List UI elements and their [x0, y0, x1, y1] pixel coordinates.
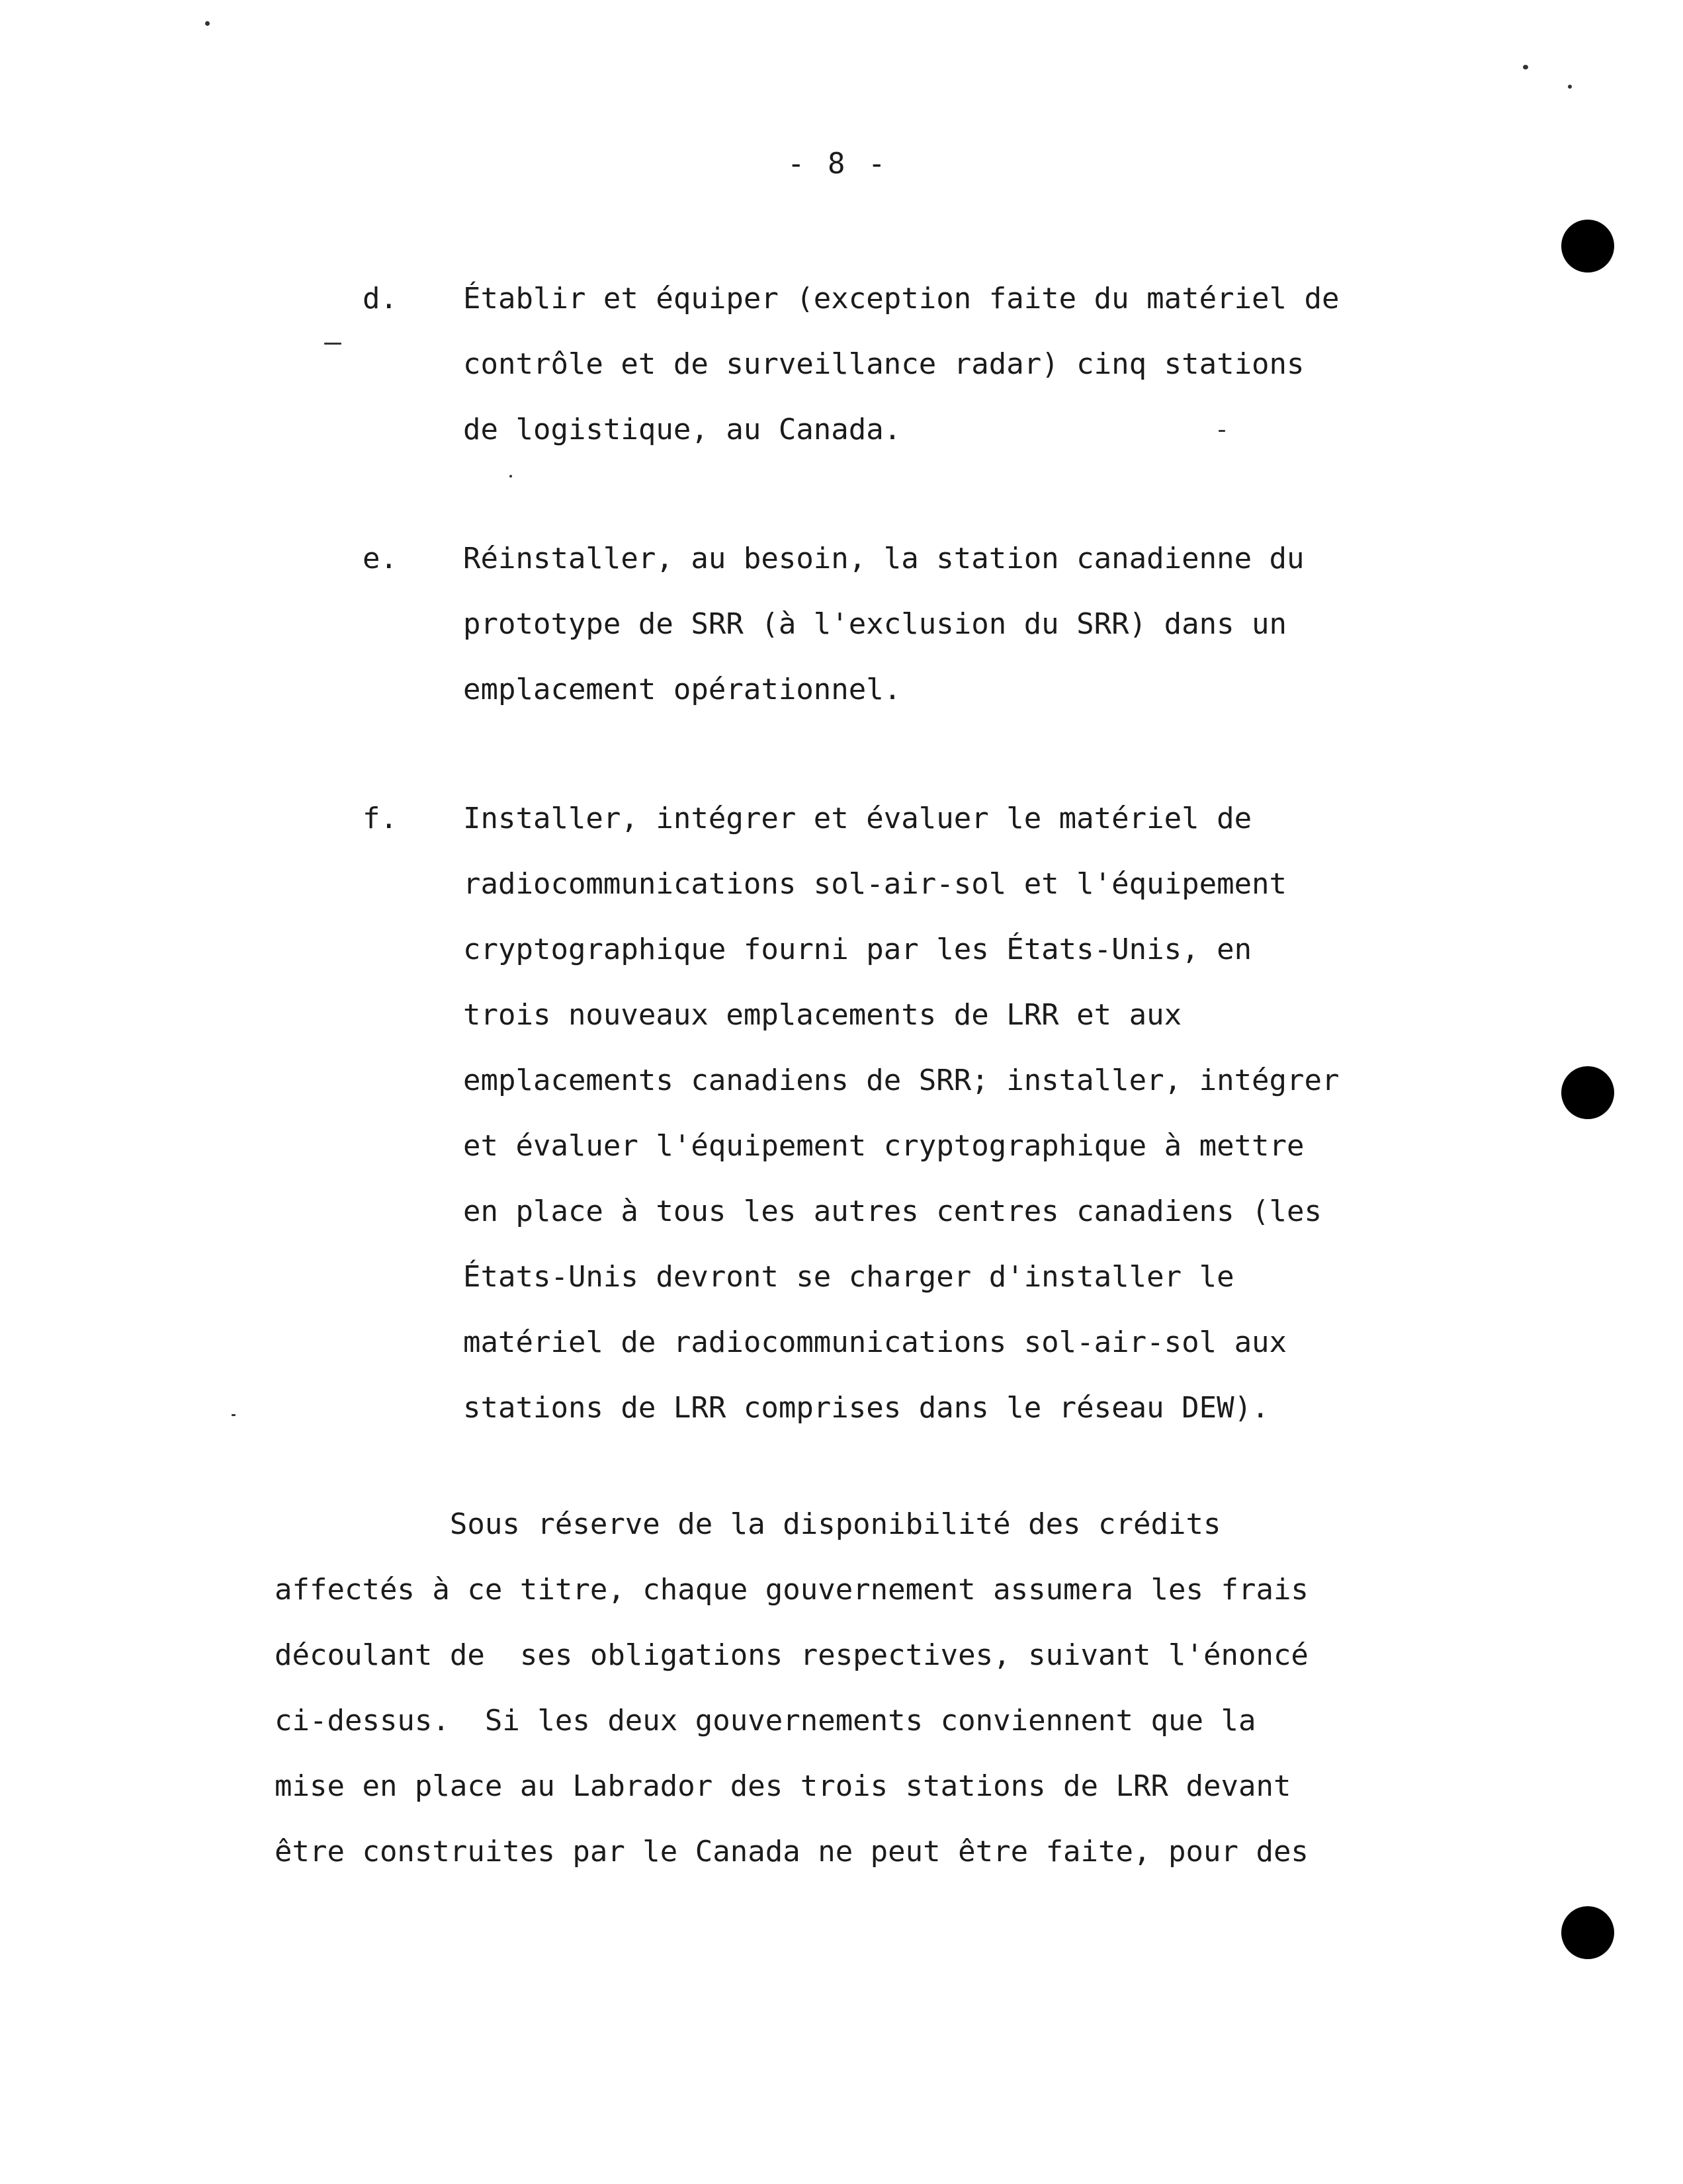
scan-speck [1523, 65, 1528, 69]
text-line: ci-dessus. Si les deux gouvernements conviennent que la [275, 1704, 1256, 1738]
punch-hole-icon [1561, 220, 1614, 273]
scan-speck [1219, 430, 1225, 432]
text-line: matériel de radiocommunications sol-air-sol aux [463, 1325, 1287, 1359]
text-line: Réinstaller, au besoin, la station canadienne du [463, 542, 1305, 575]
text-line: affectés à ce titre, chaque gouvernement assumera les frais [275, 1573, 1309, 1607]
list-item-marker: e. [363, 542, 398, 575]
text-line: radiocommunications sol-air-sol et l'équipement [463, 867, 1287, 901]
text-line: Sous réserve de la disponibilité des crédits [275, 1507, 1221, 1541]
scan-speck [1568, 85, 1572, 89]
page-number: - 8 - [787, 147, 888, 181]
text-line: emplacements canadiens de SRR; installer, intégrer [463, 1064, 1340, 1097]
text-line: et évaluer l'équipement cryptographique à mettre [463, 1129, 1305, 1163]
text-line: Installer, intégrer et évaluer le matériel de [463, 802, 1252, 835]
list-item-marker: d. [363, 282, 398, 315]
scan-speck [324, 343, 341, 345]
text-line: emplacement opérationnel. [463, 673, 902, 706]
punch-hole-icon [1561, 1906, 1614, 1959]
scan-speck [232, 1414, 236, 1416]
text-line: trois nouveaux emplacements de LRR et aux [463, 998, 1182, 1032]
list-item-marker: f. [363, 802, 398, 835]
text-line: de logistique, au Canada. [463, 413, 902, 446]
punch-hole-icon [1561, 1066, 1614, 1119]
list-item-text [463, 266, 1495, 462]
scan-speck [509, 475, 512, 478]
text-line: découlant de ses obligations respectives, suivant l'énoncé [275, 1638, 1309, 1672]
list-item-text [463, 786, 1495, 1441]
body-paragraph [275, 1491, 1479, 1884]
text-line: États-Unis devront se charger d'installer le [463, 1260, 1234, 1294]
text-line: mise en place au Labrador des trois stations de LRR devant [275, 1769, 1291, 1803]
text-line: en place à tous les autres centres canadiens (les [463, 1195, 1322, 1228]
text-line: contrôle et de surveillance radar) cinq stations [463, 347, 1305, 381]
text-line: être construites par le Canada ne peut être faite, pour des [275, 1835, 1309, 1869]
text-line: stations de LRR comprises dans le réseau DEW). [463, 1391, 1270, 1425]
scan-speck [205, 21, 210, 26]
list-item-text [463, 526, 1495, 722]
text-line: prototype de SRR (à l'exclusion du SRR) dans un [463, 607, 1287, 641]
text-line: Établir et équiper (exception faite du matériel de [463, 282, 1340, 315]
text-line: cryptographique fourni par les États-Unis, en [463, 933, 1252, 966]
